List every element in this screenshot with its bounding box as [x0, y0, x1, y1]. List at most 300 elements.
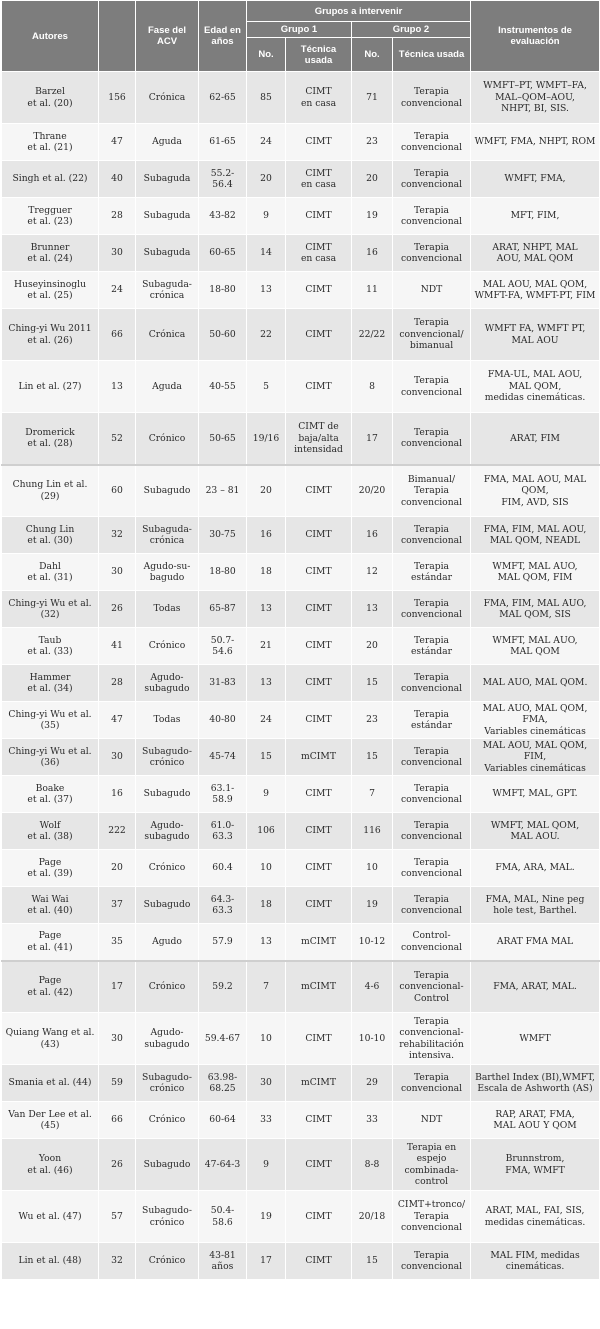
cell-g1-no: 17 — [247, 1243, 286, 1280]
cell-g1-tecnica: CIMT — [286, 665, 352, 702]
cell-fase: Crónico — [136, 628, 199, 665]
cell-g1-no: 18 — [247, 554, 286, 591]
cell-g1-tecnica: CIMT — [286, 1243, 352, 1280]
cell-g2-tecnica: Terapia estándar — [393, 628, 471, 665]
cell-edad: 40-55 — [199, 361, 247, 413]
cell-g1-tecnica: CIMT en casa — [286, 72, 352, 124]
cell-fase: Subaguda- crónica — [136, 272, 199, 309]
cell-instrumentos: FMA, FIM, MAL AUO, MAL QOM, SIS — [471, 591, 600, 628]
cell-fase: Subaguda — [136, 198, 199, 235]
cell-g2-tecnica: Terapia convencional — [393, 235, 471, 272]
cell-autores: Lin et al. (48) — [2, 1243, 99, 1280]
cell-g2-no: 16 — [352, 235, 393, 272]
cell-instrumentos: WMFT, MAL QOM, MAL AOU. — [471, 813, 600, 850]
cell-g1-no: 5 — [247, 361, 286, 413]
cell-edad: 18-80 — [199, 272, 247, 309]
header-grupo1: Grupo 1 — [247, 22, 352, 38]
cell-g1-tecnica: CIMT — [286, 517, 352, 554]
table-row — [2, 1191, 600, 1243]
cell-instrumentos: FMA, ARA, MAL. — [471, 850, 600, 887]
cell-n: 30 — [99, 554, 136, 591]
cell-fase: Agudo- subagudo — [136, 813, 199, 850]
cell-edad: 63.1- 58.9 — [199, 776, 247, 813]
cell-g1-tecnica: mCIMT — [286, 961, 352, 1013]
cell-fase: Subagudo — [136, 465, 199, 517]
cell-g1-tecnica: CIMT — [286, 887, 352, 924]
cell-edad: 57.9 — [199, 924, 247, 961]
header-g2-tecnica: Técnica usada — [393, 38, 471, 72]
cell-g2-no: 8 — [352, 361, 393, 413]
cell-autores: Ching-yi Wu et al. (32) — [2, 591, 99, 628]
cell-g2-tecnica: Terapia estándar — [393, 554, 471, 591]
header-g2-no: No. — [352, 38, 393, 72]
cell-edad: 61.0- 63.3 — [199, 813, 247, 850]
table-row — [2, 554, 600, 591]
cell-g2-no: 20/18 — [352, 1191, 393, 1243]
cell-g2-tecnica: Terapia convencional — [393, 413, 471, 465]
cell-instrumentos: ARAT, NHPT, MAL AOU, MAL QOM — [471, 235, 600, 272]
cell-autores: Wu et al. (47) — [2, 1191, 99, 1243]
table-row — [2, 361, 600, 413]
cell-g1-no: 20 — [247, 161, 286, 198]
cell-g2-no: 20 — [352, 161, 393, 198]
cell-g2-no: 19 — [352, 198, 393, 235]
table-row — [2, 702, 600, 739]
cell-edad: 55.2- 56.4 — [199, 161, 247, 198]
cell-g2-no: 4-6 — [352, 961, 393, 1013]
cell-instrumentos: WMFT, FMA, — [471, 161, 600, 198]
cell-autores: Van Der Lee et al. (45) — [2, 1102, 99, 1139]
cell-g2-tecnica: Terapia convencional — [393, 850, 471, 887]
table-row — [2, 887, 600, 924]
cell-autores: Page et al. (42) — [2, 961, 99, 1013]
cell-n: 13 — [99, 361, 136, 413]
cell-g1-tecnica: CIMT — [286, 272, 352, 309]
cell-edad: 47-64-3 — [199, 1139, 247, 1191]
cell-g2-tecnica: NDT — [393, 272, 471, 309]
studies-table — [1, 0, 600, 1280]
cell-fase: Aguda — [136, 124, 199, 161]
table-row — [2, 628, 600, 665]
cell-g1-no: 10 — [247, 1013, 286, 1065]
cell-edad: 43-82 — [199, 198, 247, 235]
cell-autores: Page et al. (39) — [2, 850, 99, 887]
cell-g2-no: 20/20 — [352, 465, 393, 517]
cell-g1-no: 13 — [247, 665, 286, 702]
cell-g1-tecnica: CIMT — [286, 702, 352, 739]
cell-g1-no: 13 — [247, 272, 286, 309]
cell-g2-tecnica: Terapia convencional — [393, 161, 471, 198]
cell-edad: 30-75 — [199, 517, 247, 554]
cell-g1-no: 22 — [247, 309, 286, 361]
cell-edad: 63.98- 68.25 — [199, 1065, 247, 1102]
cell-g1-no: 16 — [247, 517, 286, 554]
cell-g1-tecnica: CIMT — [286, 465, 352, 517]
cell-g2-no: 15 — [352, 665, 393, 702]
cell-g1-no: 9 — [247, 776, 286, 813]
cell-instrumentos: ARAT, FIM — [471, 413, 600, 465]
cell-g2-no: 10-12 — [352, 924, 393, 961]
cell-g1-tecnica: CIMT — [286, 628, 352, 665]
table-row — [2, 961, 600, 1013]
cell-g2-tecnica: Terapia convencional — [393, 887, 471, 924]
cell-edad: 18-80 — [199, 554, 247, 591]
cell-instrumentos: FMA, MAL AOU, MAL QOM, FIM, AVD, SIS — [471, 465, 600, 517]
table-row — [2, 1065, 600, 1102]
cell-edad: 50.4- 58.6 — [199, 1191, 247, 1243]
table-row — [2, 413, 600, 465]
cell-n: 47 — [99, 124, 136, 161]
cell-instrumentos: MAL AOU, MAL QOM, WMFT-FA, WMFT-PT, FIM — [471, 272, 600, 309]
cell-autores: Tregguer et al. (23) — [2, 198, 99, 235]
cell-g2-no: 19 — [352, 887, 393, 924]
table-row — [2, 72, 600, 124]
cell-g1-no: 14 — [247, 235, 286, 272]
cell-g2-tecnica: Terapia convencional — [393, 665, 471, 702]
cell-g1-no: 9 — [247, 198, 286, 235]
cell-g1-tecnica: CIMT — [286, 776, 352, 813]
table-row — [2, 272, 600, 309]
table-row — [2, 924, 600, 961]
cell-instrumentos: MAL AUO, MAL QOM. — [471, 665, 600, 702]
cell-instrumentos: MAL FIM, medidas cinemáticas. — [471, 1243, 600, 1280]
cell-g1-tecnica: CIMT — [286, 591, 352, 628]
cell-instrumentos: WMFT, MAL AUO, MAL QOM — [471, 628, 600, 665]
cell-fase: Aguda — [136, 361, 199, 413]
cell-autores: Lin et al. (27) — [2, 361, 99, 413]
cell-autores: Chung Lin et al. (30) — [2, 517, 99, 554]
cell-edad: 40-80 — [199, 702, 247, 739]
cell-instrumentos: ARAT, MAL, FAI, SIS, medidas cinemáticas. — [471, 1191, 600, 1243]
cell-instrumentos: MFT, FIM, — [471, 198, 600, 235]
cell-edad: 64.3- 63.3 — [199, 887, 247, 924]
cell-edad: 31-83 — [199, 665, 247, 702]
cell-autores: Boake et al. (37) — [2, 776, 99, 813]
cell-g2-no: 7 — [352, 776, 393, 813]
cell-fase: Crónico — [136, 1243, 199, 1280]
cell-fase: Crónico — [136, 850, 199, 887]
table-header — [2, 1, 600, 72]
cell-autores: Taub et al. (33) — [2, 628, 99, 665]
cell-autores: Dromerick et al. (28) — [2, 413, 99, 465]
cell-g2-tecnica: NDT — [393, 1102, 471, 1139]
cell-n: 66 — [99, 309, 136, 361]
cell-n: 32 — [99, 517, 136, 554]
cell-g1-no: 106 — [247, 813, 286, 850]
cell-g1-no: 18 — [247, 887, 286, 924]
cell-g2-no: 29 — [352, 1065, 393, 1102]
cell-g1-tecnica: mCIMT — [286, 1065, 352, 1102]
cell-edad: 59.4-67 — [199, 1013, 247, 1065]
cell-edad: 23 – 81 — [199, 465, 247, 517]
cell-edad: 61-65 — [199, 124, 247, 161]
table-row — [2, 665, 600, 702]
cell-g1-tecnica: mCIMT — [286, 739, 352, 776]
cell-instrumentos: ARAT FMA MAL — [471, 924, 600, 961]
cell-fase: Crónica — [136, 72, 199, 124]
cell-fase: Subagudo- crónico — [136, 1065, 199, 1102]
cell-g2-no: 71 — [352, 72, 393, 124]
cell-g2-tecnica: Terapia convencional — [393, 72, 471, 124]
cell-n: 35 — [99, 924, 136, 961]
cell-fase: Subagudo — [136, 1139, 199, 1191]
cell-fase: Subaguda — [136, 235, 199, 272]
cell-autores: Ching-yi Wu 2011 et al. (26) — [2, 309, 99, 361]
header-instrumentos: Instrumentos de evaluación — [471, 1, 600, 72]
cell-fase: Crónico — [136, 413, 199, 465]
cell-instrumentos: FMA, MAL, Nine peg hole test, Barthel. — [471, 887, 600, 924]
cell-edad: 50.7- 54.6 — [199, 628, 247, 665]
cell-g1-tecnica: CIMT — [286, 1191, 352, 1243]
cell-g1-tecnica: CIMT — [286, 813, 352, 850]
cell-autores: Quiang Wang et al. (43) — [2, 1013, 99, 1065]
cell-autores: Brunner et al. (24) — [2, 235, 99, 272]
cell-autores: Smania et al. (44) — [2, 1065, 99, 1102]
table-row — [2, 124, 600, 161]
cell-instrumentos: FMA-UL, MAL AOU, MAL QOM, medidas cinemáticas. — [471, 361, 600, 413]
cell-g2-tecnica: Terapia convencional/ bimanual — [393, 309, 471, 361]
cell-g1-no: 85 — [247, 72, 286, 124]
cell-n: 16 — [99, 776, 136, 813]
cell-autores: Page et al. (41) — [2, 924, 99, 961]
cell-g1-tecnica: CIMT — [286, 124, 352, 161]
cell-g1-tecnica: CIMT — [286, 850, 352, 887]
cell-n: 26 — [99, 591, 136, 628]
cell-g2-tecnica: Terapia convencional — [393, 776, 471, 813]
cell-edad: 59.2 — [199, 961, 247, 1013]
cell-g1-tecnica: CIMT de baja/alta intensidad — [286, 413, 352, 465]
cell-fase: Crónico — [136, 1102, 199, 1139]
cell-g2-no: 15 — [352, 1243, 393, 1280]
cell-edad: 65-87 — [199, 591, 247, 628]
cell-instrumentos: WMFT–PT, WMFT–FA, MAL–QOM–AOU, NHPT, BI, SIS. — [471, 72, 600, 124]
cell-n: 30 — [99, 739, 136, 776]
cell-g2-tecnica: Terapia convencional — [393, 517, 471, 554]
cell-instrumentos: FMA, FIM, MAL AOU, MAL QOM, NEADL — [471, 517, 600, 554]
cell-fase: Crónica — [136, 309, 199, 361]
cell-n: 66 — [99, 1102, 136, 1139]
header-g1-no: No. — [247, 38, 286, 72]
cell-fase: Agudo — [136, 924, 199, 961]
cell-n: 156 — [99, 72, 136, 124]
header-n — [99, 1, 136, 72]
cell-edad: 43-81 años — [199, 1243, 247, 1280]
cell-g1-no: 15 — [247, 739, 286, 776]
cell-fase: Subaguda — [136, 161, 199, 198]
table-row — [2, 591, 600, 628]
cell-g1-no: 13 — [247, 591, 286, 628]
cell-g1-tecnica: CIMT — [286, 198, 352, 235]
cell-edad: 50-65 — [199, 413, 247, 465]
cell-n: 41 — [99, 628, 136, 665]
cell-g1-no: 13 — [247, 924, 286, 961]
cell-n: 60 — [99, 465, 136, 517]
cell-instrumentos: WMFT FA, WMFT PT, MAL AOU — [471, 309, 600, 361]
cell-g2-tecnica: CIMT+tronco/ Terapia convencional — [393, 1191, 471, 1243]
table-row — [2, 465, 600, 517]
cell-g2-no: 22/22 — [352, 309, 393, 361]
table-body — [2, 72, 600, 1280]
cell-fase: Subagudo- crónico — [136, 739, 199, 776]
cell-g2-tecnica: Terapia convencional- rehabilitación intensiva. — [393, 1013, 471, 1065]
cell-g2-no: 17 — [352, 413, 393, 465]
cell-fase: Subagudo — [136, 887, 199, 924]
cell-autores: Wai Wai et al. (40) — [2, 887, 99, 924]
cell-g2-no: 13 — [352, 591, 393, 628]
cell-autores: Singh et al. (22) — [2, 161, 99, 198]
cell-instrumentos: WMFT, FMA, NHPT, ROM — [471, 124, 600, 161]
cell-n: 20 — [99, 850, 136, 887]
cell-autores: Ching-yi Wu et al. (35) — [2, 702, 99, 739]
cell-n: 47 — [99, 702, 136, 739]
cell-autores: Yoon et al. (46) — [2, 1139, 99, 1191]
cell-instrumentos: MAL AUO, MAL QOM, FMA, Variables cinemáticas — [471, 702, 600, 739]
table-row — [2, 1102, 600, 1139]
cell-g1-tecnica: CIMT en casa — [286, 161, 352, 198]
header-grupos: Grupos a intervenir — [247, 1, 471, 22]
cell-g2-tecnica: Control- convencional — [393, 924, 471, 961]
cell-g2-tecnica: Terapia convencional — [393, 739, 471, 776]
cell-g1-no: 30 — [247, 1065, 286, 1102]
cell-autores: Hammer et al. (34) — [2, 665, 99, 702]
cell-g2-no: 23 — [352, 702, 393, 739]
cell-fase: Crónico — [136, 961, 199, 1013]
cell-fase: Todas — [136, 702, 199, 739]
cell-n: 37 — [99, 887, 136, 924]
cell-g1-no: 24 — [247, 124, 286, 161]
cell-g1-tecnica: CIMT — [286, 361, 352, 413]
cell-g2-no: 15 — [352, 739, 393, 776]
header-fase: Fase del ACV — [136, 1, 199, 72]
cell-g1-no: 19 — [247, 1191, 286, 1243]
header-grupo2: Grupo 2 — [352, 22, 471, 38]
cell-fase: Agudo- subagudo — [136, 665, 199, 702]
table-row — [2, 813, 600, 850]
cell-instrumentos: Barthel Index (BI),WMFT, Escala de Ashworth (AS) — [471, 1065, 600, 1102]
cell-n: 52 — [99, 413, 136, 465]
cell-g2-no: 116 — [352, 813, 393, 850]
cell-instrumentos: WMFT — [471, 1013, 600, 1065]
cell-g1-no: 19/16 — [247, 413, 286, 465]
table-row — [2, 161, 600, 198]
cell-g1-no: 33 — [247, 1102, 286, 1139]
cell-autores: Wolf et al. (38) — [2, 813, 99, 850]
table-row — [2, 850, 600, 887]
cell-instrumentos: Brunnstrom, FMA, WMFT — [471, 1139, 600, 1191]
table-row — [2, 198, 600, 235]
header-autores: Autores — [2, 1, 99, 72]
cell-g1-tecnica: CIMT — [286, 1013, 352, 1065]
cell-g2-no: 33 — [352, 1102, 393, 1139]
cell-g2-tecnica: Terapia convencional — [393, 813, 471, 850]
cell-g2-tecnica: Terapia convencional — [393, 591, 471, 628]
table-row — [2, 1013, 600, 1065]
table-row — [2, 776, 600, 813]
cell-g2-no: 10-10 — [352, 1013, 393, 1065]
cell-edad: 50-60 — [199, 309, 247, 361]
cell-edad: 60-64 — [199, 1102, 247, 1139]
cell-instrumentos: MAL AOU, MAL QOM, FIM, Variables cinemáticas — [471, 739, 600, 776]
cell-g2-tecnica: Terapia estándar — [393, 702, 471, 739]
table-row — [2, 517, 600, 554]
cell-g1-no: 24 — [247, 702, 286, 739]
cell-g2-tecnica: Terapia convencional — [393, 1243, 471, 1280]
cell-g2-tecnica: Terapia convencional- Control — [393, 961, 471, 1013]
cell-n: 28 — [99, 198, 136, 235]
cell-autores: Barzel et al. (20) — [2, 72, 99, 124]
cell-g1-tecnica: CIMT — [286, 1139, 352, 1191]
cell-fase: Agudo-su- bagudo — [136, 554, 199, 591]
cell-autores: Dahl et al. (31) — [2, 554, 99, 591]
cell-g1-tecnica: CIMT — [286, 554, 352, 591]
cell-n: 40 — [99, 161, 136, 198]
cell-g2-no: 10 — [352, 850, 393, 887]
cell-fase: Subagudo- crónico — [136, 1191, 199, 1243]
cell-g2-no: 12 — [352, 554, 393, 591]
cell-n: 32 — [99, 1243, 136, 1280]
cell-n: 222 — [99, 813, 136, 850]
cell-fase: Agudo- subagudo — [136, 1013, 199, 1065]
cell-g2-tecnica: Terapia convencional — [393, 1065, 471, 1102]
cell-edad: 45-74 — [199, 739, 247, 776]
cell-instrumentos: WMFT, MAL AUO, MAL QOM, FIM — [471, 554, 600, 591]
header-g1-tecnica: Técnica usada — [286, 38, 352, 72]
cell-fase: Todas — [136, 591, 199, 628]
cell-g1-tecnica: mCIMT — [286, 924, 352, 961]
cell-autores: Thrane et al. (21) — [2, 124, 99, 161]
cell-edad: 60-65 — [199, 235, 247, 272]
cell-instrumentos: RAP, ARAT, FMA, MAL AOU Y QOM — [471, 1102, 600, 1139]
table-row — [2, 235, 600, 272]
cell-fase: Subagudo — [136, 776, 199, 813]
cell-g2-tecnica: Terapia convencional — [393, 198, 471, 235]
cell-g1-no: 20 — [247, 465, 286, 517]
cell-g2-tecnica: Terapia convencional — [393, 361, 471, 413]
cell-g2-no: 11 — [352, 272, 393, 309]
table-row — [2, 1139, 600, 1191]
cell-edad: 62-65 — [199, 72, 247, 124]
cell-n: 30 — [99, 235, 136, 272]
table-row — [2, 739, 600, 776]
cell-g1-no: 21 — [247, 628, 286, 665]
cell-n: 17 — [99, 961, 136, 1013]
cell-g1-tecnica: CIMT — [286, 309, 352, 361]
cell-g2-no: 23 — [352, 124, 393, 161]
cell-g2-tecnica: Terapia en espejo combinada- control — [393, 1139, 471, 1191]
cell-n: 57 — [99, 1191, 136, 1243]
cell-g1-no: 7 — [247, 961, 286, 1013]
cell-autores: Huseyinsinoglu et al. (25) — [2, 272, 99, 309]
header-edad: Edad en años — [199, 1, 247, 72]
cell-g2-no: 20 — [352, 628, 393, 665]
cell-n: 26 — [99, 1139, 136, 1191]
cell-instrumentos: WMFT, MAL, GPT. — [471, 776, 600, 813]
cell-g2-tecnica: Terapia convencional — [393, 124, 471, 161]
cell-n: 59 — [99, 1065, 136, 1102]
cell-n: 24 — [99, 272, 136, 309]
cell-g2-no: 8-8 — [352, 1139, 393, 1191]
cell-g1-tecnica: CIMT — [286, 1102, 352, 1139]
cell-g1-no: 9 — [247, 1139, 286, 1191]
cell-n: 30 — [99, 1013, 136, 1065]
cell-g1-no: 10 — [247, 850, 286, 887]
table-row — [2, 1243, 600, 1280]
cell-fase: Subaguda- crónica — [136, 517, 199, 554]
table-row — [2, 309, 600, 361]
cell-autores: Ching-yi Wu et al. (36) — [2, 739, 99, 776]
cell-instrumentos: FMA, ARAT, MAL. — [471, 961, 600, 1013]
cell-g1-tecnica: CIMT en casa — [286, 235, 352, 272]
